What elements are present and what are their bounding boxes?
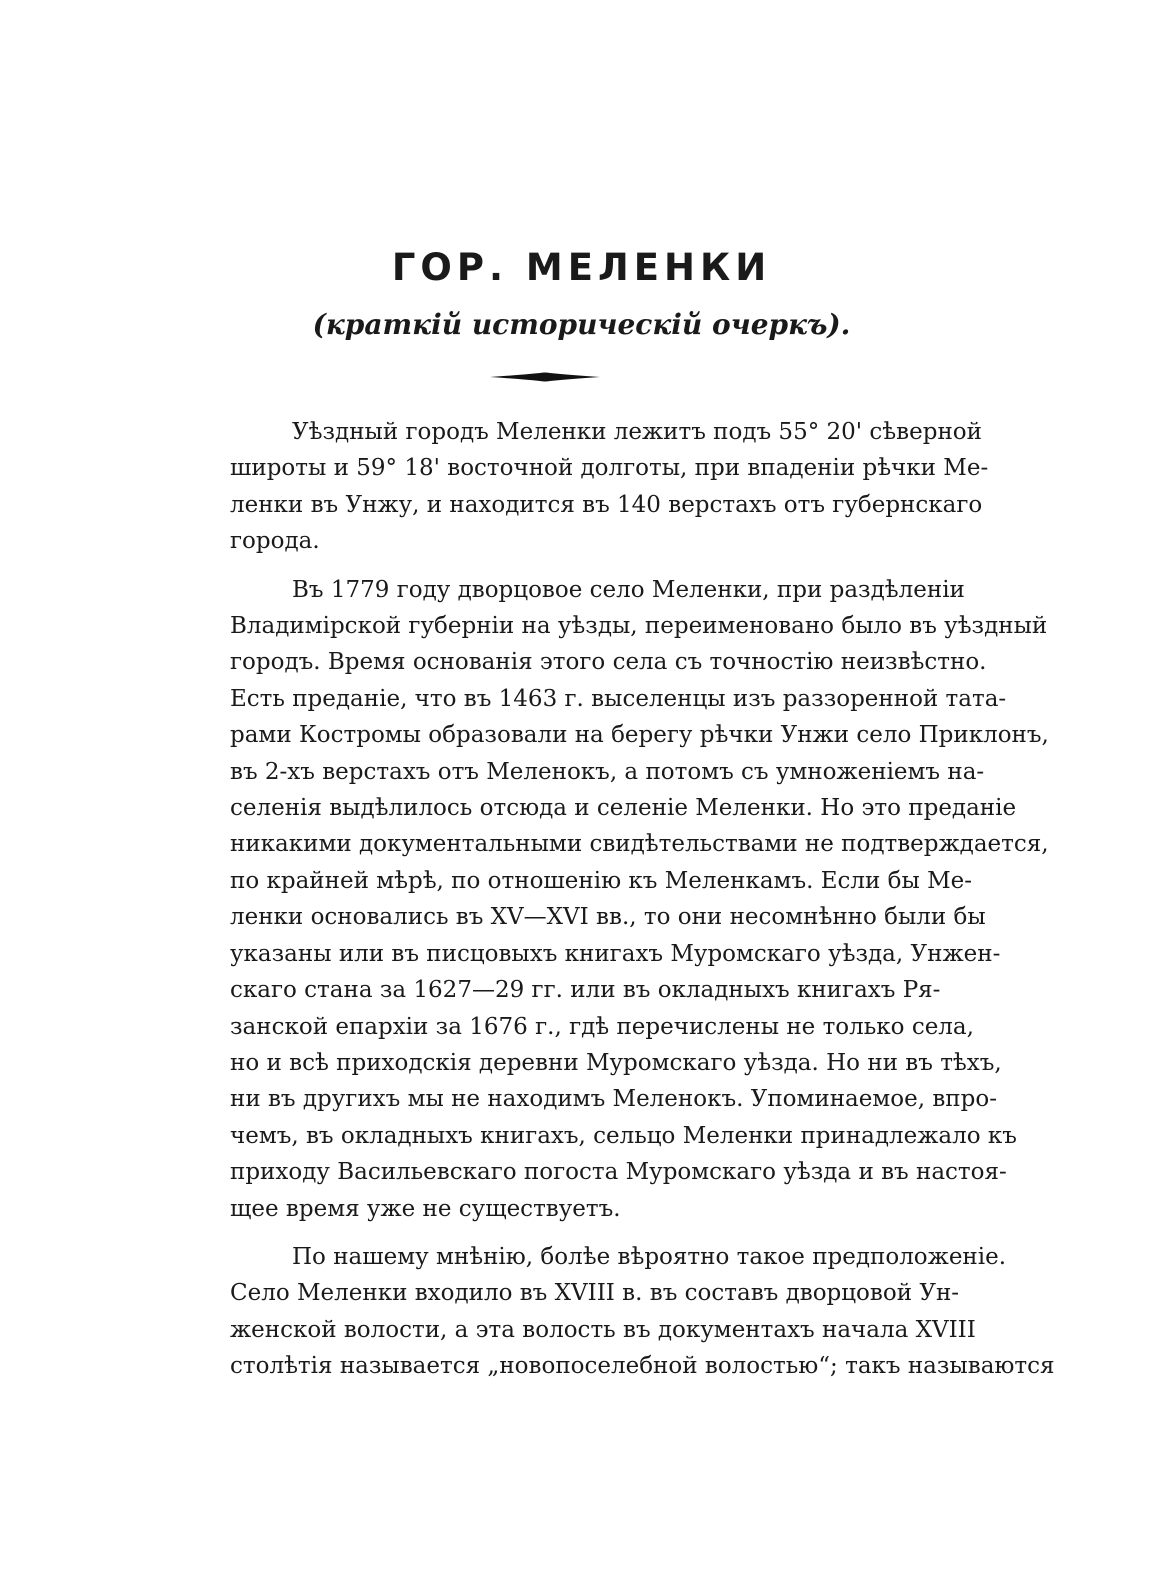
text-line: Село Меленки входило въ XVIII в. въ составъ дворцовой Ун- — [230, 1280, 960, 1307]
text-line: въ 2-хъ верстахъ отъ Меленокъ, а потомъ съ умноженіемъ на- — [230, 758, 985, 785]
text-line: столѣтія называется „новопоселебной волостью“; такъ называются — [230, 1353, 1055, 1380]
text-line: по крайней мѣрѣ, по отношенію къ Меленкамъ. Если бы Ме- — [230, 867, 973, 894]
text-line: ленки основались въ XV—XVI вв., то они несомнѣнно были бы — [230, 904, 986, 931]
page-title: ГОР. МЕЛЕНКИ — [391, 246, 772, 289]
article-body — [168, 414, 1055, 1397]
text-line: Есть преданіе, что въ 1463 г. выселенцы изъ раззоренной тата- — [230, 685, 1007, 712]
page-subtitle: (краткій историческій очеркъ). — [312, 308, 851, 341]
text-line: города. — [230, 528, 320, 555]
text-line: занской епархіи за 1676 г., гдѣ перечислены не только села, — [230, 1013, 974, 1040]
paragraph-3 — [168, 1239, 1055, 1385]
text-line: Владимірской губерніи на уѣзды, переименовано было въ уѣздный — [230, 613, 1048, 640]
text-line: селенія выдѣлилось отсюда и селеніе Меленки. Но это преданіе — [230, 795, 1017, 822]
paragraph-2 — [168, 572, 1049, 1227]
text-line: Уѣздный городъ Меленки лежитъ подъ 55° 20' сѣверной — [292, 419, 982, 445]
text-line: щее время уже не существуетъ. — [230, 1195, 621, 1222]
text-line: Въ 1779 году дворцовое село Меленки, при раздѣленіи — [292, 576, 965, 603]
text-line: городъ. Время основанія этого села съ точностію неизвѣстно. — [230, 649, 987, 676]
text-line: скаго стана за 1627—29 гг. или въ окладныхъ книгахъ Ря- — [230, 977, 941, 1004]
text-line: ленки въ Унжу, и находится въ 140 верстахъ отъ губернскаго — [230, 491, 983, 518]
text-line: но и всѣ приходскія деревни Муромскаго уѣзда. Но ни въ тѣхъ, — [230, 1049, 1002, 1076]
text-line: указаны или въ писцовыхъ книгахъ Муромскаго уѣзда, Унжен- — [230, 940, 1001, 967]
text-line: приходу Васильевскаго погоста Муромскаго уѣзда и въ настоя- — [230, 1159, 1007, 1186]
text-line: ни въ другихъ мы не находимъ Меленокъ. Упоминаемое, впро- — [230, 1086, 997, 1113]
text-line: чемъ, въ окладныхъ книгахъ, сельцо Меленки принадлежало къ — [230, 1122, 1017, 1149]
paragraph-1 — [168, 414, 989, 560]
text-line: женской волости, а эта волость въ документахъ начала XVIII — [230, 1316, 976, 1343]
text-line: По нашему мнѣнію, болѣе вѣроятно такое предположеніе. — [292, 1243, 1007, 1270]
text-line: широты и 59° 18' восточной долготы, при впаденіи рѣчки Ме- — [230, 455, 989, 482]
title-ornament-divider — [490, 370, 600, 384]
text-line: никакими документальными свидѣтельствами не подтверждается, — [230, 831, 1049, 858]
text-line: рами Костромы образовали на берегу рѣчки Унжи село Приклонъ, — [230, 722, 1049, 749]
